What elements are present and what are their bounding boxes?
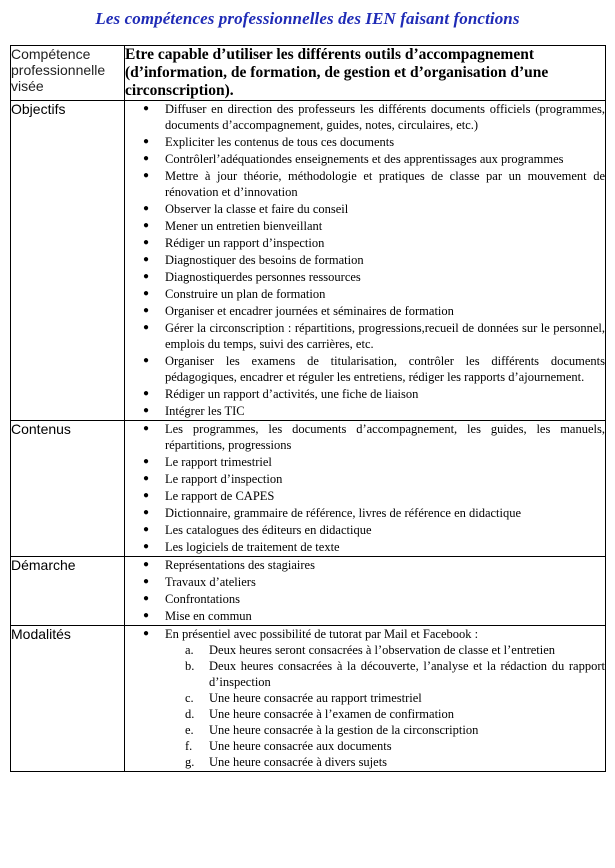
modalites-cell <box>125 626 606 772</box>
bullet-icon: ● <box>143 170 150 181</box>
sublist-item-text: Une heure consacrée à divers sujets <box>209 755 388 769</box>
list-item <box>143 505 605 521</box>
bullet-icon: ● <box>143 423 150 434</box>
header-competence-text: Etre capable d’utiliser les différents outils d’accompagnement (d’information, de formation, de gestion et d’organisation d’une circonscription). <box>125 46 606 101</box>
list-item-text: Rédiger un rapport d’activités, une fiche de liaison <box>165 387 419 401</box>
bullet-icon: ● <box>143 507 150 518</box>
list-item <box>143 269 605 285</box>
list-item-text: Intégrer les TIC <box>165 404 245 418</box>
list-item-text: Le rapport trimestriel <box>165 455 272 469</box>
list-item <box>143 539 605 555</box>
demarche-list <box>125 557 605 624</box>
sublist-item-text: Deux heures consacrées à la découverte, l’analyse et la rédaction du rapport d’inspection <box>209 659 605 689</box>
list-item <box>143 626 605 770</box>
list-item-text: Diffuser en direction des professeurs les différents documents officiels (programmes, documents d’accompagnement, guides, notes, circulaires, etc.) <box>165 102 605 132</box>
modalites-row <box>11 626 606 772</box>
list-item <box>143 101 605 133</box>
bullet-icon: ● <box>143 593 150 604</box>
contenus-label: Contenus <box>11 421 125 557</box>
sublist-marker: g. <box>185 755 195 769</box>
list-item <box>143 454 605 470</box>
list-item-text: Représentations des stagiaires <box>165 558 315 572</box>
list-item-text: Organiser et encadrer journées et séminaires de formation <box>165 304 454 318</box>
bullet-icon: ● <box>143 271 150 282</box>
list-item <box>143 403 605 419</box>
demarche-label: Démarche <box>11 557 125 626</box>
bullet-icon: ● <box>143 490 150 501</box>
list-item-text: Mener un entretien bienveillant <box>165 219 323 233</box>
demarche-cell <box>125 557 606 626</box>
bullet-icon: ● <box>143 103 150 114</box>
list-item-text: Mise en commun <box>165 609 252 623</box>
list-item-text: Observer la classe et faire du conseil <box>165 202 349 216</box>
sublist-item <box>185 722 605 738</box>
sublist-marker: f. <box>185 739 193 753</box>
list-item <box>143 353 605 385</box>
list-item-text: Confrontations <box>165 592 240 606</box>
sublist-item <box>185 738 605 754</box>
list-item-text: Travaux d’ateliers <box>165 575 256 589</box>
bullet-icon: ● <box>143 322 150 333</box>
list-item <box>143 320 605 352</box>
list-item <box>143 218 605 234</box>
sublist-item-text: Une heure consacrée à la gestion de la circonscription <box>209 723 479 737</box>
bullet-icon: ● <box>143 559 150 570</box>
bullet-icon: ● <box>143 220 150 231</box>
objectifs-label: Objectifs <box>11 101 125 421</box>
modalites-sublist <box>165 642 605 770</box>
contenus-list <box>125 421 605 555</box>
bullet-icon: ● <box>143 524 150 535</box>
sublist-item-text: Une heure consacrée à l’examen de confirmation <box>209 707 455 721</box>
list-item-text: Les logiciels de traitement de texte <box>165 540 340 554</box>
bullet-icon: ● <box>143 456 150 467</box>
list-item-text: Les programmes, les documents d’accompagnement, les guides, les manuels, répartitions, progressions <box>165 422 605 452</box>
list-item-text: Dictionnaire, grammaire de référence, livres de référence en didactique <box>165 506 522 520</box>
bullet-icon: ● <box>143 136 150 147</box>
list-item <box>143 386 605 402</box>
bullet-icon: ● <box>143 203 150 214</box>
list-item <box>143 286 605 302</box>
sublist-item <box>185 658 605 690</box>
bullet-icon: ● <box>143 576 150 587</box>
modalites-label: Modalités <box>11 626 125 772</box>
competence-table <box>10 45 606 772</box>
sublist-marker: c. <box>185 691 194 705</box>
list-item-text: Construire un plan de formation <box>165 287 326 301</box>
list-item-text: Gérer la circonscription : répartitions, progressions,recueil de données sur le personnel, emplois du temps, suivi des carrières, etc. <box>165 321 605 351</box>
list-item <box>143 522 605 538</box>
modalites-list <box>125 626 605 770</box>
list-item <box>143 168 605 200</box>
bullet-icon: ● <box>143 288 150 299</box>
bullet-icon: ● <box>143 305 150 316</box>
bullet-icon: ● <box>143 388 150 399</box>
bullet-icon: ● <box>143 355 150 366</box>
list-item-text: Organiser les examens de titularisation, contrôler les différents documents pédagogiques, encadrer et réguler les entretiens, rédiger les rapports d’ajournement. <box>165 354 605 384</box>
objectifs-row <box>11 101 606 421</box>
objectifs-cell <box>125 101 606 421</box>
demarche-row <box>11 557 606 626</box>
list-item-text: Contrôlerl’adéquationdes enseignements et des apprentissages aux programmes <box>165 152 564 166</box>
list-item-text: Rédiger un rapport d’inspection <box>165 236 325 250</box>
bullet-icon: ● <box>143 254 150 265</box>
sublist-marker: b. <box>185 659 195 673</box>
header-row <box>11 46 606 101</box>
list-item <box>143 557 605 573</box>
list-item <box>143 151 605 167</box>
sublist-item-text: Une heure consacrée au rapport trimestriel <box>209 691 422 705</box>
objectifs-list <box>125 101 605 419</box>
bullet-icon: ● <box>143 237 150 248</box>
sublist-marker: e. <box>185 723 194 737</box>
sublist-item-text: Deux heures seront consacrées à l’observation de classe et l’entretien <box>209 643 556 657</box>
bullet-icon: ● <box>143 541 150 552</box>
list-item-text: Mettre à jour théorie, méthodologie et pratiques de classe par un mouvement de rénovation et d’innovation <box>165 169 605 199</box>
list-item-text: Expliciter les contenus de tous ces documents <box>165 135 395 149</box>
list-item <box>143 252 605 268</box>
sublist-item <box>185 642 605 658</box>
contenus-row <box>11 421 606 557</box>
list-item <box>143 488 605 504</box>
header-label: Compétence professionnelle visée <box>11 46 125 101</box>
list-item <box>143 201 605 217</box>
contenus-cell <box>125 421 606 557</box>
list-item <box>143 608 605 624</box>
list-item-text: Diagnostiquerdes personnes ressources <box>165 270 361 284</box>
bullet-icon: ● <box>143 405 150 416</box>
list-item <box>143 471 605 487</box>
bullet-icon: ● <box>143 610 150 621</box>
bullet-icon: ● <box>143 628 150 639</box>
bullet-icon: ● <box>143 473 150 484</box>
sublist-marker: a. <box>185 643 194 657</box>
sublist-item <box>185 754 605 770</box>
sublist-item-text: Une heure consacrée aux documents <box>209 739 392 753</box>
list-item <box>143 134 605 150</box>
list-item <box>143 574 605 590</box>
bullet-icon: ● <box>143 153 150 164</box>
list-item <box>143 591 605 607</box>
list-item-text: Les catalogues des éditeurs en didactique <box>165 523 372 537</box>
sublist-item <box>185 690 605 706</box>
sublist-marker: d. <box>185 707 195 721</box>
list-item <box>143 303 605 319</box>
list-item-text: Diagnostiquer des besoins de formation <box>165 253 364 267</box>
list-item-text: Le rapport d’inspection <box>165 472 283 486</box>
modalites-intro: En présentiel avec possibilité de tutorat par Mail et Facebook : <box>165 627 479 641</box>
list-item-text: Le rapport de CAPES <box>165 489 275 503</box>
sublist-item <box>185 706 605 722</box>
list-item <box>143 421 605 453</box>
list-item <box>143 235 605 251</box>
document-title: Les compétences professionnelles des IEN faisant fonctions <box>95 9 520 28</box>
